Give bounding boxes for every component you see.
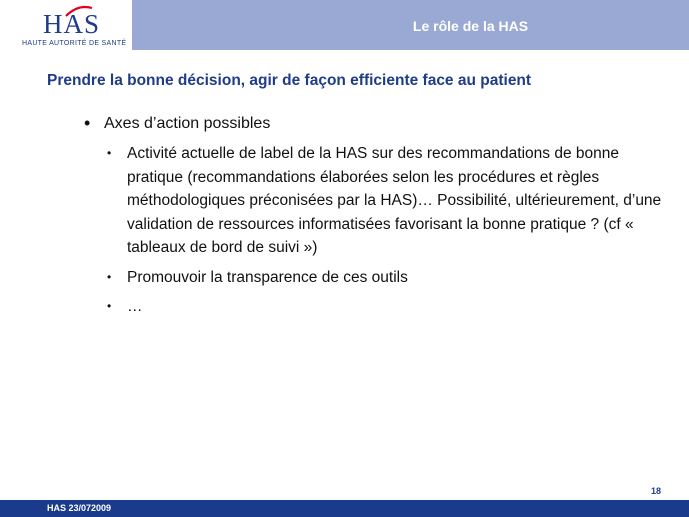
sub-bullet-list xyxy=(107,142,667,325)
bullet-icon: • xyxy=(107,146,112,160)
list-item xyxy=(107,266,667,290)
slide-title: Le rôle de la HAS xyxy=(412,18,529,34)
list-item xyxy=(107,142,667,260)
slide-subtitle: Prendre la bonne décision, agir de façon efficiente face au patient xyxy=(47,72,532,89)
footer-date: HAS 23/072009 xyxy=(47,503,112,513)
main-bullet-text: Axes d’action possibles xyxy=(104,115,271,132)
bullet-icon: • xyxy=(107,299,112,313)
list-item-text: Activité actuelle de label de la HAS sur des recommandations de bonne pratique (recommandations élaborées selon les procédures et règles méthodologiques préconisées par la HAS)… Possibilité, ultérieurement, d’une validation de ressources informatisées favorisant la bonne pratique ? (cf « tableaux de bord de suivi ») xyxy=(127,145,662,256)
list-item xyxy=(107,295,667,319)
logo-wordmark: HAS xyxy=(43,9,101,39)
list-item-text: Promouvoir la transparence de ces outils xyxy=(127,268,408,286)
has-logo xyxy=(0,0,130,50)
bullet-icon: • xyxy=(84,113,91,133)
page-number: 18 xyxy=(650,486,661,496)
list-item-text: … xyxy=(127,298,143,315)
header-band xyxy=(132,0,689,50)
footer-band xyxy=(0,486,689,517)
logo-subtitle: HAUTE AUTORITÉ DE SANTÉ xyxy=(22,40,127,47)
bullet-icon: • xyxy=(107,269,112,284)
